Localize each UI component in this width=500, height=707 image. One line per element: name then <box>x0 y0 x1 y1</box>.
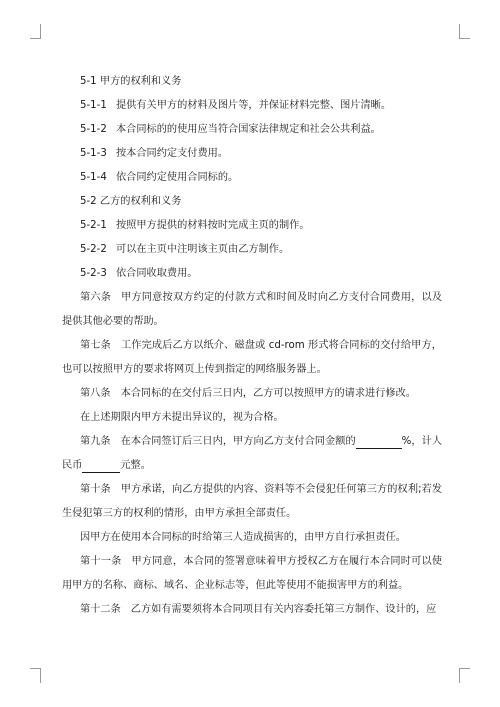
percentage-blank-field <box>356 436 402 449</box>
clause-text: 按照甲方提供的材料按时完成主页的制作。 <box>116 220 310 231</box>
clause-text: 可以在主页中注明该主页由乙方制作。 <box>116 244 290 255</box>
article-9 <box>62 430 442 478</box>
article-label: 第十一条 <box>80 556 122 567</box>
article-text: 本合同标的在交付后三日内，乙方可以按照甲方的请求进行修改。 <box>120 388 416 399</box>
clause-5-2-1 <box>62 214 442 238</box>
clause-5-1-1 <box>62 94 442 118</box>
clause-number: 5-2-3 <box>80 268 107 279</box>
clause-text: 提供有关甲方的材料及图片等，并保证材料完整、图片清晰。 <box>116 100 392 111</box>
article-10 <box>62 478 442 526</box>
clause-text: 依合同约定使用合同标的。 <box>116 172 239 183</box>
amount-blank-field <box>82 460 120 473</box>
article-text: 甲方承诺，向乙方提供的内容、资料等不会侵犯任何第三方的权利;若发生侵犯第三方的权利的情形，由甲方承担全部责任。 <box>62 484 443 519</box>
article-7 <box>62 334 442 382</box>
clause-number: 5-2-1 <box>80 220 107 231</box>
crop-mark-top-right <box>459 24 470 39</box>
article-label: 第十条 <box>80 484 111 495</box>
clause-number: 5-2-2 <box>80 244 107 255</box>
section-heading-5-2: 5-2 乙方的权利和义务 <box>80 196 182 207</box>
clause-5-1-2 <box>62 118 442 142</box>
clause-number: 5-1-3 <box>80 148 107 159</box>
crop-mark-top-left <box>30 24 41 39</box>
clause-5-1-3 <box>62 142 442 166</box>
crop-mark-bottom-left <box>30 668 41 683</box>
article-text: 在本合同签订后三日内，甲方向乙方支付合同金额的 <box>120 436 356 447</box>
article-10-note <box>62 526 442 550</box>
document-body <box>62 70 442 622</box>
article-8-note <box>62 406 442 430</box>
article-text: 在上述期限内甲方未提出异议的，视为合格。 <box>80 412 284 423</box>
article-text: 元整。 <box>120 460 151 471</box>
section-heading-5-1: 5-1 甲方的权利和义务 <box>80 76 182 87</box>
article-text: 工作完成后乙方以纸介、磁盘或 cd-rom 形式将合同标的交付给甲方，也可以按照甲方的要求将网页上传到指定的网络服务器上。 <box>62 340 442 375</box>
clause-number: 5-1-1 <box>80 100 107 111</box>
clause-5-2-3 <box>62 262 442 286</box>
clause-5-1-4 <box>62 166 442 190</box>
clause-number: 5-1-2 <box>80 124 107 135</box>
clause-text: 本合同标的的使用应当符合国家法律规定和社会公共利益。 <box>116 124 381 135</box>
clause-5-2-2 <box>62 238 442 262</box>
article-text: 乙方如有需要须将本合同项目有关内容委托第三方制作、设计的，应 <box>130 604 437 615</box>
clause-text: 按本合同约定支付费用。 <box>116 148 229 159</box>
clause-text: 依合同收取费用。 <box>116 268 198 279</box>
article-8 <box>62 382 442 406</box>
article-12 <box>62 598 442 622</box>
article-text: 因甲方在使用本合同标的时给第三人造成损害的，由甲方自行承担责任。 <box>80 532 406 543</box>
article-text: 甲方同意按双方约定的付款方式和时间及时向乙方支付合同费用，以及提供其他必要的帮助。 <box>62 292 443 327</box>
article-text: 甲方同意，本合同的签署意味着甲方授权乙方在履行本合同时可以使用甲方的名称、商标、域名、企业标志等，但此等使用不能损害甲方的利益。 <box>62 556 443 591</box>
article-label: 第八条 <box>80 388 111 399</box>
article-6 <box>62 286 442 334</box>
article-label: 第九条 <box>80 436 111 447</box>
crop-mark-bottom-right <box>459 668 470 683</box>
clause-number: 5-1-4 <box>80 172 107 183</box>
article-label: 第六条 <box>80 292 112 303</box>
article-11 <box>62 550 442 598</box>
article-text: %，计人民币 <box>62 436 443 471</box>
article-label: 第十二条 <box>80 604 121 615</box>
article-label: 第七条 <box>80 340 111 351</box>
